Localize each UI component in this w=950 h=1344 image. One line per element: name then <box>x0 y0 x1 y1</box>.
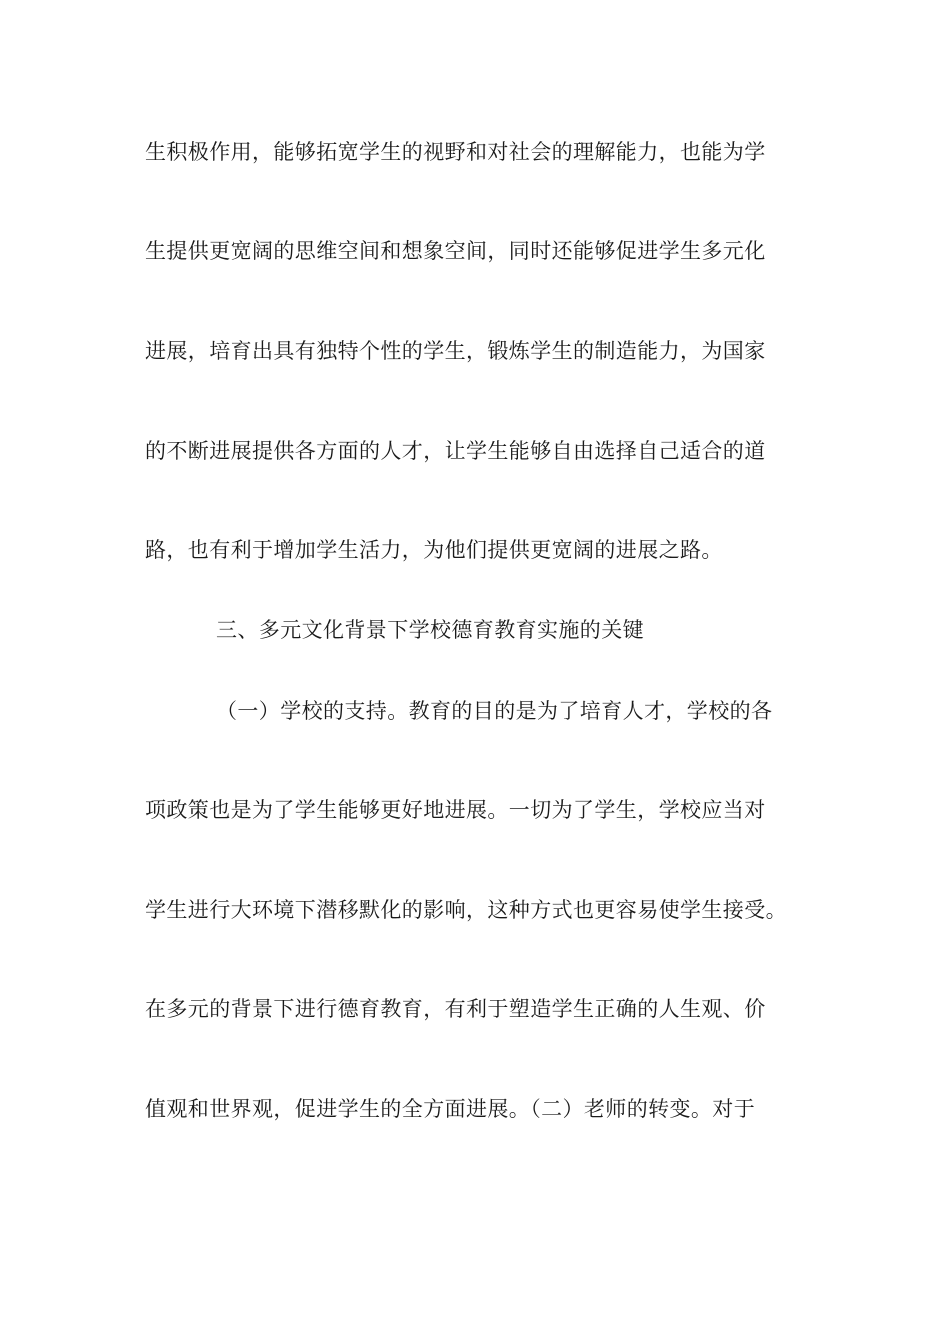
body-text-line: 在多元的背景下进行德育教育，有利于塑造学生正确的人生观、价 <box>145 997 766 1021</box>
section-heading: 三、多元文化背景下学校德育教育实施的关键 <box>216 618 644 642</box>
body-text-line: （一）学校的支持。教育的目的是为了培育人才，学校的各 <box>216 699 773 723</box>
body-text-line: 值观和世界观，促进学生的全方面进展。（二）老师的转变。对于 <box>145 1097 756 1121</box>
body-text-line: 生提供更宽阔的思维空间和想象空间，同时还能够促进学生多元化 <box>145 239 766 263</box>
body-text-line: 的不断进展提供各方面的人才，让学生能够自由选择自己适合的道 <box>145 439 766 463</box>
body-text-line: 学生进行大环境下潜移默化的影响，这种方式也更容易使学生接受。 <box>145 898 787 922</box>
body-text-line: 路，也有利于增加学生活力，为他们提供更宽阔的进展之路。 <box>145 538 723 562</box>
body-text-line: 项政策也是为了学生能够更好地进展。一切为了学生，学校应当对 <box>145 798 766 822</box>
body-text-line: 进展，培育出具有独特个性的学生，锻炼学生的制造能力，为国家 <box>145 339 766 363</box>
body-text-line: 生积极作用，能够拓宽学生的视野和对社会的理解能力，也能为学 <box>145 140 766 164</box>
